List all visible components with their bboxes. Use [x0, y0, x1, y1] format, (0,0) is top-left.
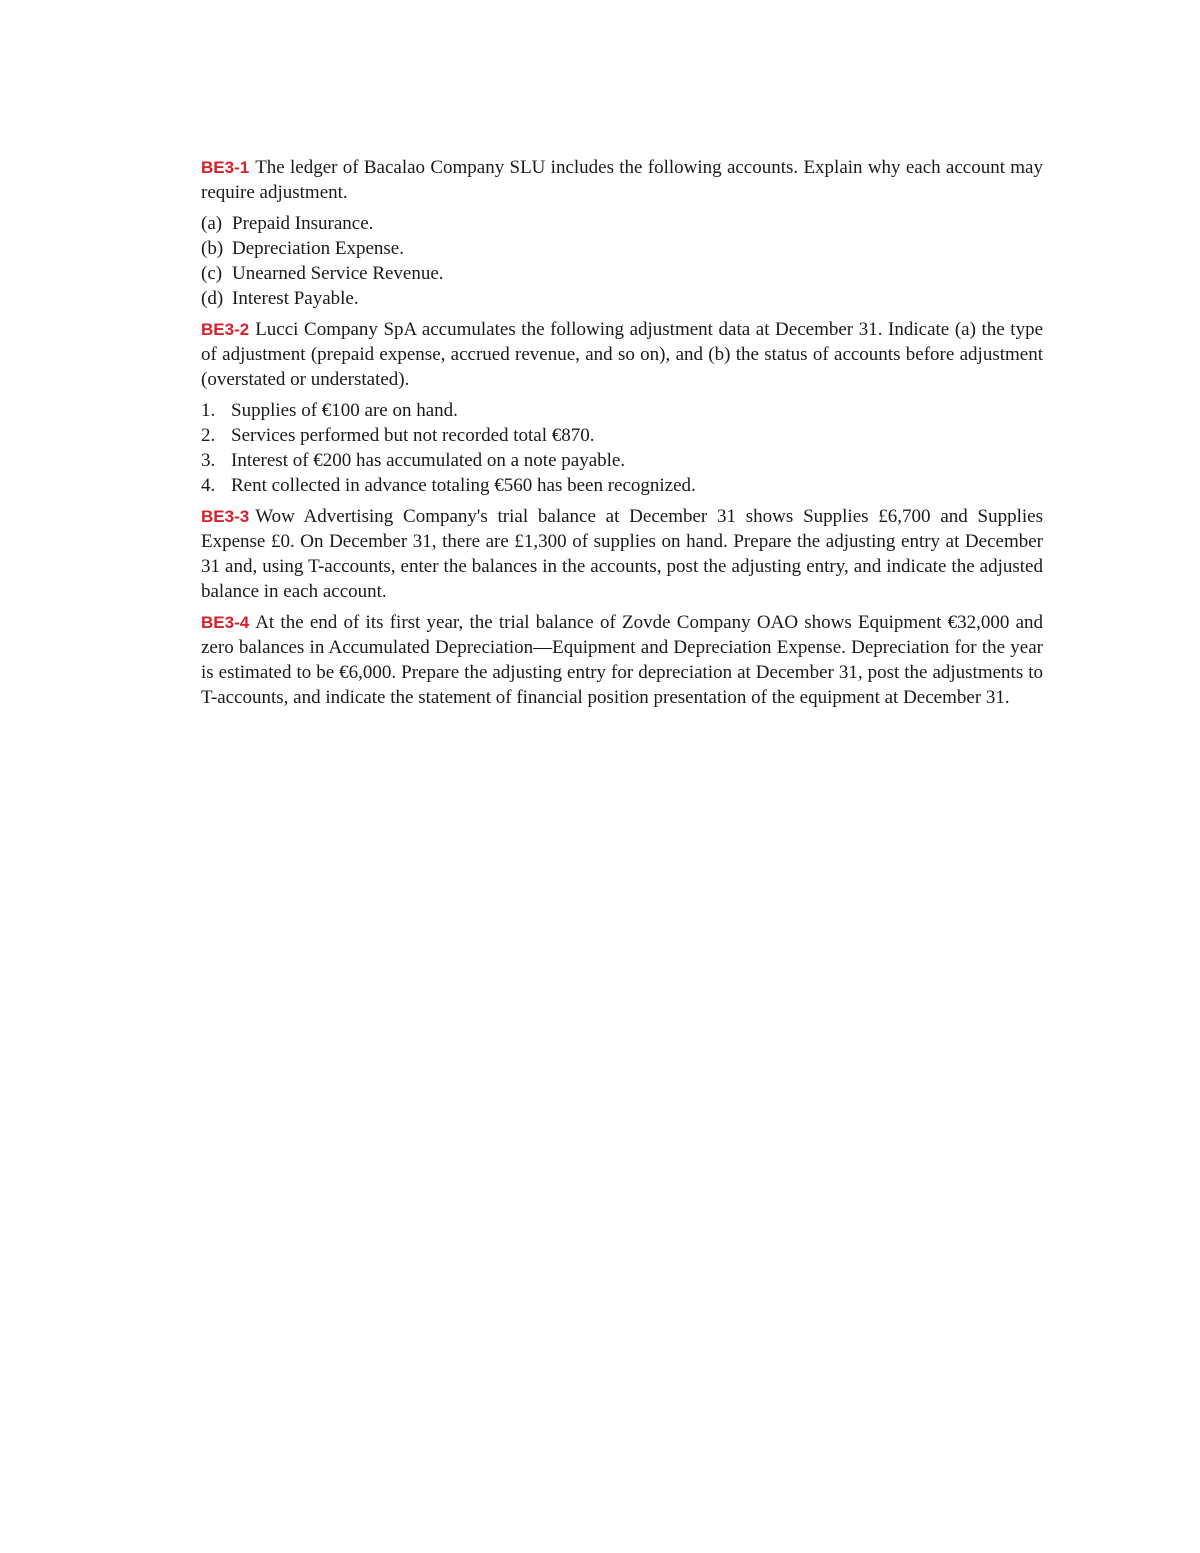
item-marker: 4. [201, 475, 216, 496]
list-item [201, 423, 1043, 448]
list-item [201, 448, 1043, 473]
exercise-text: Wow Advertising Company's trial balance at December 31 shows Supplies £6,700 and Supplies Expense £0. On December 31, there are £1,300 of supplies on hand. Prepare the adjusting entry at December 31 and, using T-accounts, enter the balances in the accounts, post the adjusting entry, and indicate the adjusted balance in each account. [201, 506, 1043, 602]
list-item [201, 286, 1043, 311]
item-marker: 3. [201, 450, 216, 471]
exercise-text: Lucci Company SpA accumulates the following adjustment data at December 31. Indicate (a) the type of adjustment (prepaid expense, accrued revenue, and so on), and (b) the status of accounts before adjustment (overstated or understated). [201, 319, 1043, 390]
exercise-paragraph [201, 504, 1043, 604]
exercise-text: The ledger of Bacalao Company SLU includes the following accounts. Explain why each account may require adjustment. [201, 157, 1043, 203]
item-text: Services performed but not recorded total €870. [231, 425, 595, 446]
list-item [201, 211, 1043, 236]
exercise-be3-2 [201, 317, 1043, 498]
item-text: Prepaid Insurance. [232, 213, 374, 234]
item-marker: (b) [201, 238, 224, 259]
item-text: Rent collected in advance totaling €560 has been recognized. [231, 475, 696, 496]
exercise-be3-3 [201, 504, 1043, 604]
list-item [201, 473, 1043, 498]
item-marker: (c) [201, 263, 223, 284]
exercise-label: BE3-4 [201, 613, 250, 632]
item-text: Unearned Service Revenue. [232, 263, 444, 284]
item-marker: 2. [201, 425, 216, 446]
exercise-be3-1 [201, 155, 1043, 311]
item-marker: 1. [201, 400, 216, 421]
list-item [201, 261, 1043, 286]
exercise-be3-4 [201, 610, 1043, 710]
item-text: Interest Payable. [232, 288, 359, 309]
item-text: Supplies of €100 are on hand. [231, 400, 458, 421]
exercise-text: At the end of its first year, the trial balance of Zovde Company OAO shows Equipment €32,000 and zero balances in Accumulated Depreciation—Equipment and Depreciation Expense. Depreciation for the year is estimated to be €6,000. Prepare the adjusting entry for depreciation at December 31, post the adjustments to T-accounts, and indicate the statement of financial position presentation of the equipment at December 31. [201, 612, 1043, 708]
item-text: Interest of €200 has accumulated on a note payable. [231, 450, 626, 471]
exercise-label: BE3-3 [201, 507, 250, 526]
list-item [201, 398, 1043, 423]
item-marker: (d) [201, 288, 224, 309]
exercise-paragraph [201, 317, 1043, 392]
exercise-item-list [201, 211, 1043, 311]
exercise-paragraph [201, 155, 1043, 205]
exercise-page [201, 155, 1043, 716]
exercise-item-list [201, 398, 1043, 498]
item-text: Depreciation Expense. [232, 238, 404, 259]
exercise-paragraph [201, 610, 1043, 710]
exercise-label: BE3-2 [201, 320, 250, 339]
item-marker: (a) [201, 213, 223, 234]
list-item [201, 236, 1043, 261]
exercise-label: BE3-1 [201, 158, 250, 177]
